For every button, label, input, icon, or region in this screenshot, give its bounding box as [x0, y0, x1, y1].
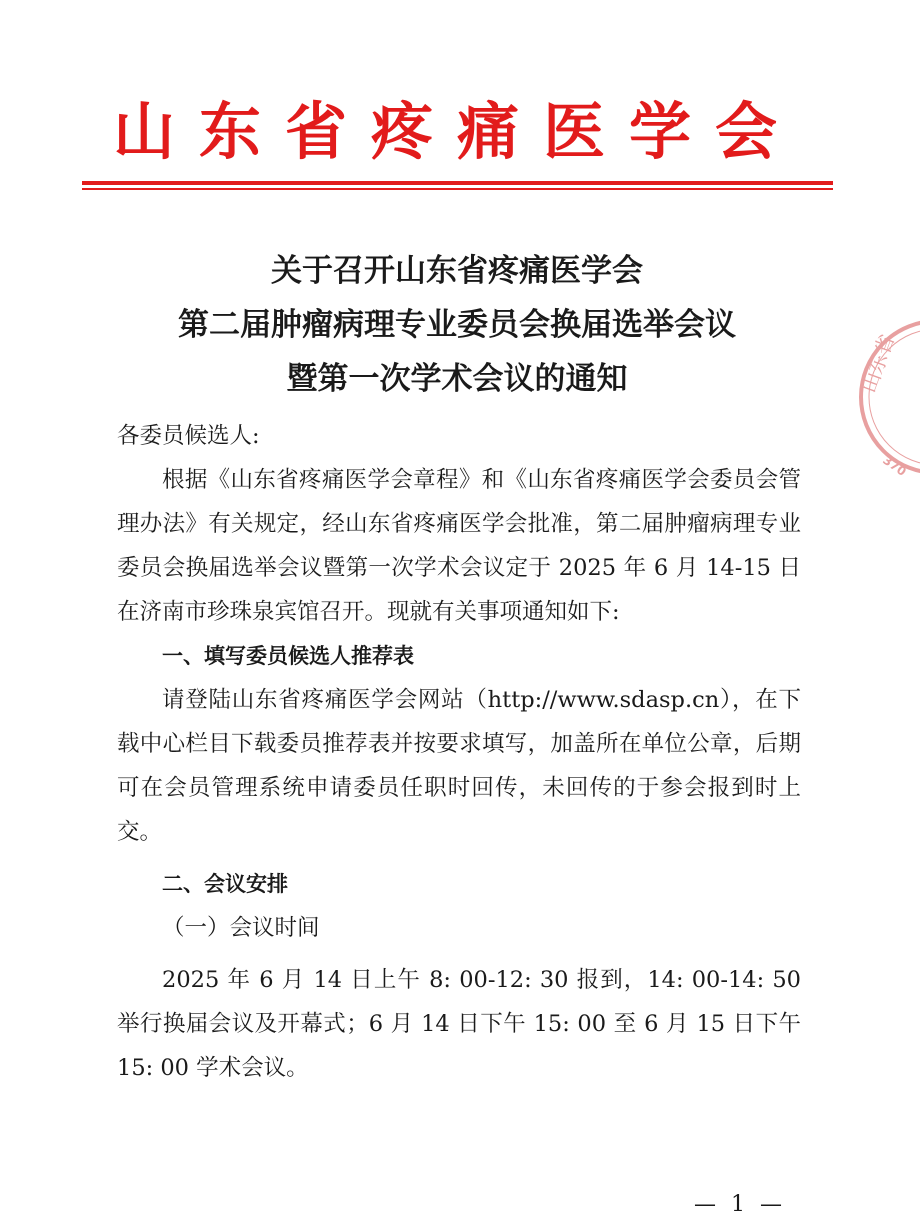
- section-2-subheading-1: （一）会议时间: [162, 915, 320, 941]
- section-2-heading: 二、会议安排: [162, 872, 288, 896]
- svg-text:山东省: 山东省: [856, 331, 900, 396]
- org-letterhead: 山东省疼痛医学会: [112, 95, 801, 168]
- section-1-paragraph: 请登陆山东省疼痛医学会网站（http://www.sdasp.cn），在下载中心栏目下载委员推荐表并按要求填写，加盖所在单位公章，后期可在会员管理系统申请委员任职时回传，未回传的于参会报到时上交。: [117, 687, 801, 845]
- intro-paragraph: 根据《山东省疼痛医学会章程》和《山东省疼痛医学会委员会管理办法》有关规定，经山东省疼痛医学会批准，第二届肿瘤病理专业委员会换届选举会议暨第一次学术会议定于 2025 年 6 月 14-15 日在济南市珍珠泉宾馆召开。现就有关事项通知如下:: [117, 467, 801, 625]
- section-1-heading: 一、填写委员候选人推荐表: [162, 644, 414, 668]
- title-line-1: 关于召开山东省疼痛医学会: [271, 253, 643, 289]
- notice-body: [117, 414, 801, 1090]
- svg-text:370: 370: [880, 452, 909, 479]
- letterhead-rule-thick: [82, 181, 833, 185]
- title-line-2: 第二届肿瘤病理专业委员会换届选举会议: [178, 307, 736, 343]
- salutation: 各委员候选人:: [117, 423, 260, 449]
- official-seal-stamp: [852, 312, 920, 482]
- section-2-paragraph-1: 2025 年 6 月 14 日上午 8: 00-12: 30 报到，14: 00-14: 50 举行换届会议及开幕式；6 月 14 日下午 15: 00 至 6 月 15 日下午 15: 00 学术会议。: [117, 967, 801, 1081]
- notice-title: [82, 244, 832, 406]
- title-line-3: 暨第一次学术会议的通知: [286, 361, 628, 397]
- letterhead-rule-thin: [82, 188, 833, 190]
- page-number: — 1 —: [694, 1192, 786, 1217]
